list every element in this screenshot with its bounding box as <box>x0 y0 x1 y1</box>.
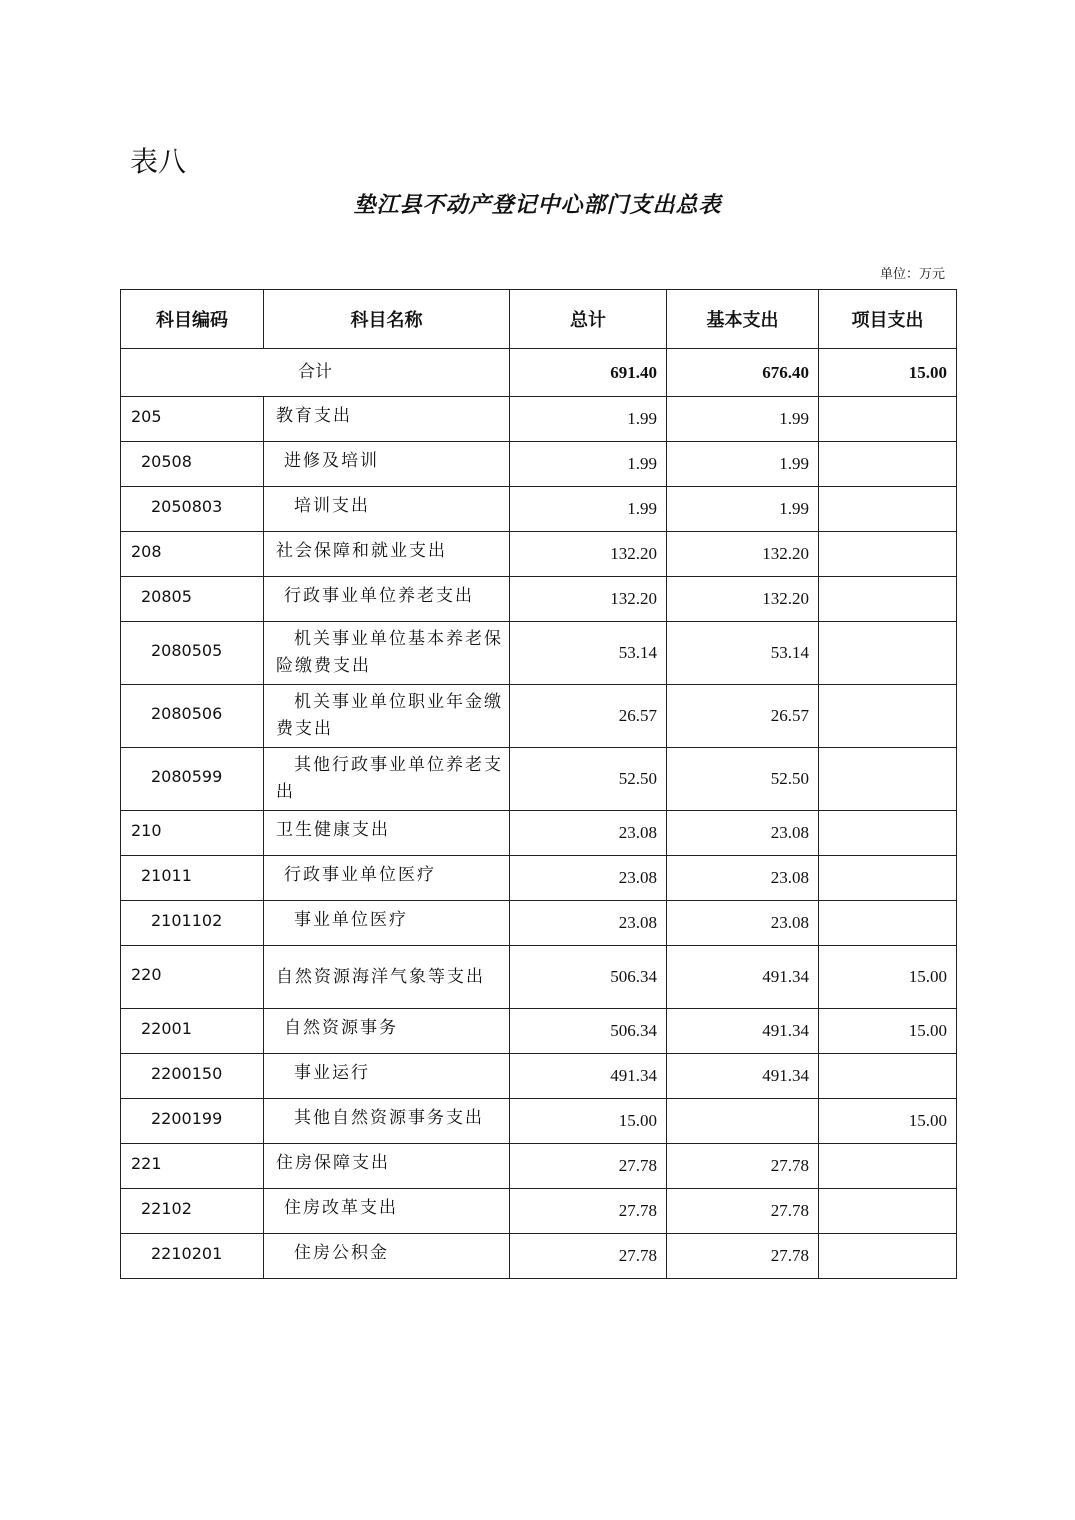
table-row <box>121 1234 957 1279</box>
table-row <box>121 946 957 1009</box>
subject-name-cell: 行政事业单位医疗 <box>264 856 510 901</box>
subject-name-cell: 住房公积金 <box>264 1234 510 1279</box>
total-cell: 1.99 <box>510 442 667 487</box>
subject-name-cell: 自然资源海洋气象等支出 <box>264 946 510 1009</box>
subject-code-cell: 220 <box>121 946 264 1009</box>
subject-code-cell: 2210201 <box>121 1234 264 1279</box>
subject-name-cell: 社会保障和就业支出 <box>264 532 510 577</box>
total-cell: 27.78 <box>510 1189 667 1234</box>
project-cell: 15.00 <box>819 1099 957 1144</box>
total-cell: 1.99 <box>510 487 667 532</box>
basic-cell: 491.34 <box>667 1054 819 1099</box>
basic-cell: 1.99 <box>667 442 819 487</box>
subject-name-cell: 行政事业单位养老支出 <box>264 577 510 622</box>
project-cell <box>819 1144 957 1189</box>
basic-cell: 491.34 <box>667 946 819 1009</box>
subject-name-cell: 自然资源事务 <box>264 1009 510 1054</box>
project-cell: 15.00 <box>819 1009 957 1054</box>
total-cell: 15.00 <box>510 1099 667 1144</box>
subject-code-cell: 2050803 <box>121 487 264 532</box>
subject-name-cell: 住房改革支出 <box>264 1189 510 1234</box>
subject-name-cell: 进修及培训 <box>264 442 510 487</box>
subject-code-cell: 2200150 <box>121 1054 264 1099</box>
subject-name-cell: 培训支出 <box>264 487 510 532</box>
total-cell: 52.50 <box>510 748 667 811</box>
basic-cell: 53.14 <box>667 622 819 685</box>
table-row <box>121 856 957 901</box>
basic-cell: 1.99 <box>667 397 819 442</box>
total-cell: 506.34 <box>510 1009 667 1054</box>
subject-name-cell: 事业单位医疗 <box>264 901 510 946</box>
project-cell <box>819 856 957 901</box>
project-cell <box>819 442 957 487</box>
table-row <box>121 1189 957 1234</box>
basic-cell: 491.34 <box>667 1009 819 1054</box>
total-cell: 26.57 <box>510 685 667 748</box>
total-label: 合计 <box>121 349 510 397</box>
header-code: 科目编码 <box>121 290 264 349</box>
basic-cell <box>667 1099 819 1144</box>
table-row <box>121 1009 957 1054</box>
total-sum: 691.40 <box>510 349 667 397</box>
header-name: 科目名称 <box>264 290 510 349</box>
table-row <box>121 577 957 622</box>
header-total: 总计 <box>510 290 667 349</box>
subject-code-cell: 2080506 <box>121 685 264 748</box>
basic-cell: 23.08 <box>667 901 819 946</box>
unit-label: 单位：万元 <box>879 267 945 282</box>
total-basic: 676.40 <box>667 349 819 397</box>
total-project: 15.00 <box>819 349 957 397</box>
project-cell <box>819 487 957 532</box>
total-cell: 506.34 <box>510 946 667 1009</box>
subject-code-cell: 20805 <box>121 577 264 622</box>
basic-cell: 27.78 <box>667 1189 819 1234</box>
table-row <box>121 1054 957 1099</box>
project-cell <box>819 577 957 622</box>
table-row <box>121 532 957 577</box>
basic-cell: 23.08 <box>667 811 819 856</box>
project-cell <box>819 748 957 811</box>
table-label: 表八 <box>130 145 187 178</box>
basic-cell: 26.57 <box>667 685 819 748</box>
table-row <box>121 1099 957 1144</box>
table-row <box>121 901 957 946</box>
table-row <box>121 811 957 856</box>
project-cell <box>819 532 957 577</box>
subject-code-cell: 2101102 <box>121 901 264 946</box>
subject-name-cell: 机关事业单位基本养老保险缴费支出 <box>264 622 510 685</box>
project-cell <box>819 622 957 685</box>
subject-code-cell: 221 <box>121 1144 264 1189</box>
project-cell <box>819 1054 957 1099</box>
subject-code-cell: 208 <box>121 532 264 577</box>
header-row <box>121 290 957 349</box>
header-project: 项目支出 <box>819 290 957 349</box>
subject-code-cell: 2200199 <box>121 1099 264 1144</box>
total-row <box>121 349 957 397</box>
basic-cell: 1.99 <box>667 487 819 532</box>
subject-name-cell: 卫生健康支出 <box>264 811 510 856</box>
total-cell: 23.08 <box>510 901 667 946</box>
subject-name-cell: 住房保障支出 <box>264 1144 510 1189</box>
subject-code-cell: 21011 <box>121 856 264 901</box>
project-cell <box>819 685 957 748</box>
table-row <box>121 1144 957 1189</box>
subject-code-cell: 205 <box>121 397 264 442</box>
basic-cell: 132.20 <box>667 532 819 577</box>
table-row <box>121 748 957 811</box>
subject-code-cell: 210 <box>121 811 264 856</box>
project-cell: 15.00 <box>819 946 957 1009</box>
basic-cell: 27.78 <box>667 1144 819 1189</box>
table-row <box>121 487 957 532</box>
basic-cell: 23.08 <box>667 856 819 901</box>
subject-code-cell: 2080505 <box>121 622 264 685</box>
expenditure-table <box>120 289 957 1279</box>
table-row <box>121 685 957 748</box>
total-cell: 132.20 <box>510 532 667 577</box>
total-cell: 23.08 <box>510 856 667 901</box>
project-cell <box>819 397 957 442</box>
basic-cell: 52.50 <box>667 748 819 811</box>
subject-name-cell: 机关事业单位职业年金缴费支出 <box>264 685 510 748</box>
table-row <box>121 397 957 442</box>
subject-name-cell: 其他自然资源事务支出 <box>264 1099 510 1144</box>
subject-name-cell: 其他行政事业单位养老支出 <box>264 748 510 811</box>
table-row <box>121 442 957 487</box>
document-title: 垫江县不动产登记中心部门支出总表 <box>353 192 722 218</box>
project-cell <box>819 901 957 946</box>
subject-code-cell: 2080599 <box>121 748 264 811</box>
total-cell: 23.08 <box>510 811 667 856</box>
project-cell <box>819 1234 957 1279</box>
basic-cell: 27.78 <box>667 1234 819 1279</box>
basic-cell: 132.20 <box>667 577 819 622</box>
total-cell: 53.14 <box>510 622 667 685</box>
total-cell: 27.78 <box>510 1234 667 1279</box>
subject-code-cell: 22102 <box>121 1189 264 1234</box>
total-cell: 27.78 <box>510 1144 667 1189</box>
project-cell <box>819 1189 957 1234</box>
total-cell: 1.99 <box>510 397 667 442</box>
project-cell <box>819 811 957 856</box>
header-basic: 基本支出 <box>667 290 819 349</box>
subject-code-cell: 20508 <box>121 442 264 487</box>
total-cell: 491.34 <box>510 1054 667 1099</box>
subject-name-cell: 教育支出 <box>264 397 510 442</box>
subject-name-cell: 事业运行 <box>264 1054 510 1099</box>
total-cell: 132.20 <box>510 577 667 622</box>
subject-code-cell: 22001 <box>121 1009 264 1054</box>
table-row <box>121 622 957 685</box>
